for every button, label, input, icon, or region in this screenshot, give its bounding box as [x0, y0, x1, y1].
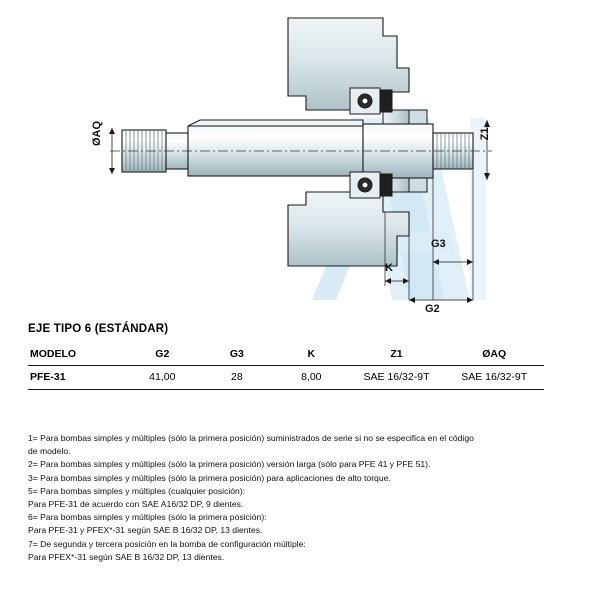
spec-table: [28, 344, 544, 390]
header-g2: G2: [125, 344, 200, 366]
cell-k: 8,00: [274, 366, 349, 390]
header-z1: Z1: [349, 344, 445, 366]
footnote-line: 6= Para bombas simples y múltiples (sólo la primera posición):: [28, 512, 267, 523]
header-k: K: [274, 344, 349, 366]
shaft-body: [122, 120, 473, 178]
table-row: [28, 366, 544, 390]
cell-z1: SAE 16/32-9T: [349, 366, 445, 390]
footnote-line: 3= Para bombas simples y múltiples (sólo la primera posición) para aplicaciones de alto torque.: [28, 472, 391, 483]
footnote-line: 2= Para bombas simples y múltiples (sólo la primera posición) versión larga (sólo para PFE 41 y PFE 51).: [28, 459, 431, 470]
cell-aq: SAE 16/32-9T: [444, 366, 544, 390]
header-aq: ØAQ: [444, 344, 544, 366]
dimension-label-z1: Z1: [479, 127, 491, 141]
footnote-line: Para PFEX*-31 según SAE B 16/32 DP, 13 dientes.: [28, 551, 225, 562]
footnote-line: 7= De segunda y tercera posición en la bomba de configuración múltiple:: [28, 538, 306, 549]
dimension-label-g3: G3: [431, 238, 446, 250]
cell-g2: 41,00: [125, 366, 200, 390]
table-header-row: [28, 344, 544, 366]
bearing-lower: [350, 172, 392, 198]
header-g3: G3: [200, 344, 274, 366]
spec-table-block: [28, 323, 573, 390]
header-modelo: MODELO: [28, 344, 125, 366]
dimension-label-k: K: [385, 262, 393, 274]
cell-g3: 28: [200, 366, 274, 390]
footnote-line: 1= Para bombas simples y múltiples (sólo la primera posición) suministrados de serie si no se especifica en el código: [28, 433, 474, 443]
footnote-line: de modelo.: [28, 446, 71, 457]
dimension-label-g2: G2: [425, 303, 440, 315]
footnote-line: 5= Para bombas simples y múltiples (cualquier posición):: [28, 485, 246, 496]
cell-modelo: PFE-31: [28, 366, 125, 390]
dimension-label-aq: ØAQ: [91, 120, 103, 146]
bearing-upper: [350, 88, 392, 114]
footnotes-block: [28, 432, 580, 564]
spec-table-title: EJE TIPO 6 (ESTÁNDAR): [28, 323, 169, 335]
footnote-line: Para PFE-31 de acuerdo con SAE A16/32 DP, 9 dientes.: [28, 499, 244, 510]
footnote-line: Para PFE-31 y PFEX*-31 según SAE B 16/32 DP, 13 dientes.: [28, 525, 263, 536]
